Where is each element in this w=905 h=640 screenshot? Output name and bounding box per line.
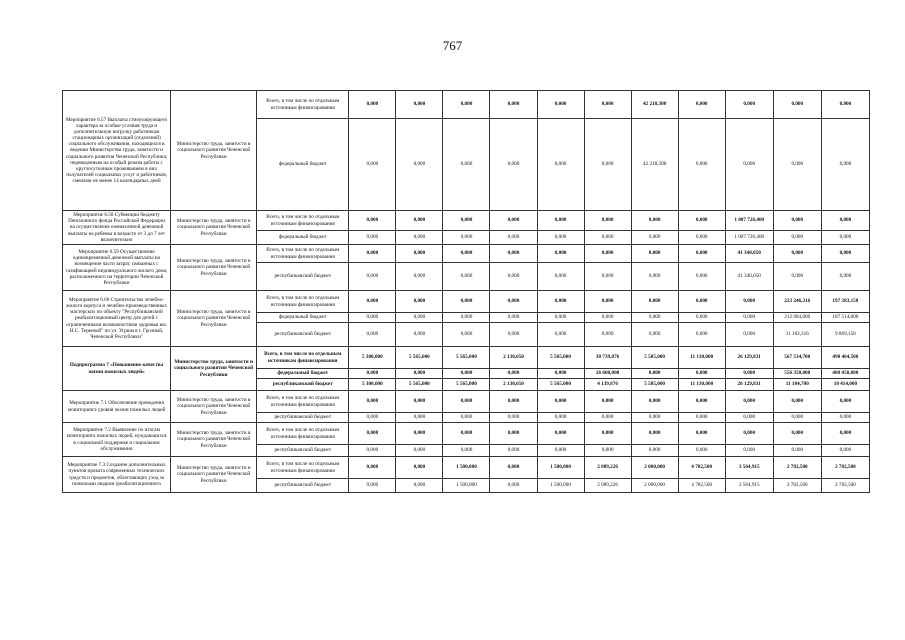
amount-cell: 0,000 bbox=[537, 423, 584, 445]
amount-cell: 0,000 bbox=[725, 291, 773, 313]
table-row bbox=[63, 245, 870, 263]
amount-cell: 2 130,650 bbox=[490, 379, 537, 391]
amount-cell: 1 500,000 bbox=[443, 479, 490, 493]
amount-cell: 2 782,500 bbox=[821, 457, 869, 479]
amount-cell: 0,000 bbox=[773, 91, 821, 119]
amount-cell: 0,000 bbox=[396, 323, 443, 347]
amount-cell: 0,000 bbox=[349, 391, 396, 413]
amount-cell: 0,000 bbox=[678, 323, 725, 347]
amount-cell: 0,000 bbox=[678, 423, 725, 445]
event-name-cell: Мероприятие 7.1 Обеспечение проведения мониторинга уровня жизни пожилых людей bbox=[63, 391, 171, 423]
amount-cell: 42 218,300 bbox=[631, 91, 678, 119]
funding-source-cell: республиканский бюджет bbox=[257, 379, 349, 391]
amount-cell: 556 350,000 bbox=[773, 369, 821, 379]
amount-cell: 11 184,700 bbox=[773, 379, 821, 391]
funding-source-cell: Всего, в том числе по отдельным источникам финансирования bbox=[257, 423, 349, 445]
amount-cell: 41 340,050 bbox=[725, 263, 773, 291]
amount-cell: 0,000 bbox=[490, 291, 537, 313]
event-name-cell: Мероприятие 6.57 Выплаты стимулирующего характера за особые условия труда и дополнительную нагрузку работникам стационарных организаций (отделений) социального обслуживания, находящихся в ведении Министерства труда, занятости и социального развития Чеченской Республики, переведенным на особый режим работы с круглосуточным проживанием в них получателей социальных услуг и работников, сменами не менее 14 календарных дней bbox=[63, 91, 171, 211]
amount-cell: 0,000 bbox=[821, 119, 869, 211]
amount-cell: 0,000 bbox=[725, 119, 773, 211]
amount-cell: 0,000 bbox=[349, 231, 396, 245]
amount-cell: 0,000 bbox=[490, 391, 537, 413]
table-row bbox=[63, 457, 870, 479]
funding-source-cell: Всего, в том числе по отдельным источникам финансирования bbox=[257, 211, 349, 231]
amount-cell: 26 129,831 bbox=[725, 379, 773, 391]
amount-cell: 0,000 bbox=[349, 211, 396, 231]
amount-cell: 0,000 bbox=[443, 413, 490, 423]
event-name-cell: Мероприятие 6.58 Субвенции бюджету Пенсионного фонда Российской Федерации на осуществление ежемесячной денежной выплаты на ребенка в возрасте от 3 до 7 лет включительно bbox=[63, 211, 171, 245]
table-row bbox=[63, 211, 870, 231]
executor-cell: Министерство труда, занятости и социального развития Чеченской Республики bbox=[171, 391, 257, 423]
amount-cell: 0,000 bbox=[821, 445, 869, 457]
amount-cell: 0,000 bbox=[443, 119, 490, 211]
amount-cell: 5 565,000 bbox=[443, 347, 490, 369]
amount-cell: 0,000 bbox=[821, 391, 869, 413]
funding-source-cell: Всего, в том числе по отдельным источникам финансирования bbox=[257, 347, 349, 369]
amount-cell: 0,000 bbox=[443, 323, 490, 347]
amount-cell: 0,000 bbox=[396, 423, 443, 445]
amount-cell: 0,000 bbox=[631, 445, 678, 457]
executor-cell: Министерство труда, занятости и социального развития Чеченской Республики bbox=[171, 423, 257, 457]
amount-cell: 0,000 bbox=[725, 391, 773, 413]
amount-cell: 490 464,500 bbox=[821, 347, 869, 369]
amount-cell: 0,000 bbox=[821, 231, 869, 245]
amount-cell: 5 565,000 bbox=[443, 379, 490, 391]
funding-source-cell: республиканский бюджет bbox=[257, 479, 349, 493]
amount-cell: 0,000 bbox=[490, 445, 537, 457]
amount-cell: 0,000 bbox=[490, 119, 537, 211]
amount-cell: 0,000 bbox=[821, 413, 869, 423]
funding-source-cell: республиканский бюджет bbox=[257, 413, 349, 423]
amount-cell: 0,000 bbox=[396, 391, 443, 413]
amount-cell: 0,000 bbox=[396, 91, 443, 119]
amount-cell: 0,000 bbox=[490, 211, 537, 231]
amount-cell: 0,000 bbox=[349, 323, 396, 347]
amount-cell: 0,000 bbox=[396, 231, 443, 245]
amount-cell: 5 565,000 bbox=[396, 347, 443, 369]
amount-cell: 0,000 bbox=[443, 291, 490, 313]
amount-cell: 0,000 bbox=[821, 245, 869, 263]
amount-cell: 11 130,000 bbox=[678, 347, 725, 369]
amount-cell: 2 130,650 bbox=[490, 347, 537, 369]
amount-cell: 5 565,000 bbox=[396, 379, 443, 391]
amount-cell: 0,000 bbox=[349, 369, 396, 379]
amount-cell: 0,000 bbox=[349, 313, 396, 323]
amount-cell: 0,000 bbox=[631, 413, 678, 423]
amount-cell: 5 505,000 bbox=[631, 379, 678, 391]
amount-cell: 0,000 bbox=[443, 423, 490, 445]
amount-cell: 1 500,000 bbox=[537, 479, 584, 493]
funding-source-cell: Всего, в том числе по отдельным источникам финансирования bbox=[257, 457, 349, 479]
amount-cell: 10 414,000 bbox=[821, 379, 869, 391]
funding-source-cell: Всего, в том числе по отдельным источникам финансирования bbox=[257, 391, 349, 413]
amount-cell: 30 739,876 bbox=[584, 347, 631, 369]
amount-cell: 0,000 bbox=[537, 119, 584, 211]
amount-cell: 0,000 bbox=[631, 369, 678, 379]
amount-cell: 0,000 bbox=[490, 91, 537, 119]
amount-cell: 0,000 bbox=[678, 413, 725, 423]
amount-cell: 0,000 bbox=[678, 391, 725, 413]
amount-cell: 0,000 bbox=[725, 369, 773, 379]
event-name-cell: Мероприятие 6.59 Осуществление единовременной денежной выплаты на возмещение части затрат, связанных с газификацией индивидуального жилого дома, расположенного на территории Чеченской Республики bbox=[63, 245, 171, 291]
amount-cell: 0,000 bbox=[725, 423, 773, 445]
amount-cell: 0,000 bbox=[678, 445, 725, 457]
funding-source-cell: Всего, в том числе по отдельным источникам финансирования bbox=[257, 291, 349, 313]
amount-cell: 0,000 bbox=[584, 323, 631, 347]
amount-cell: 0,000 bbox=[537, 231, 584, 245]
amount-cell: 0,000 bbox=[773, 413, 821, 423]
amount-cell: 2 782,500 bbox=[821, 479, 869, 493]
amount-cell: 0,000 bbox=[349, 91, 396, 119]
amount-cell: 0,000 bbox=[443, 91, 490, 119]
amount-cell: 0,000 bbox=[584, 119, 631, 211]
amount-cell: 1 007 726,400 bbox=[725, 231, 773, 245]
amount-cell: 0,000 bbox=[678, 91, 725, 119]
amount-cell: 0,000 bbox=[490, 457, 537, 479]
amount-cell: 0,000 bbox=[537, 445, 584, 457]
amount-cell: 0,000 bbox=[584, 245, 631, 263]
amount-cell: 41 340,050 bbox=[725, 245, 773, 263]
event-name-cell: Мероприятие 6.60 Строительство лечебно-жилого корпуса и лечебно-производственных мастерских по объекту "Республиканский реабилитационный центр для детей с ограниченными возможностями здоровья им. Н.С. Тереевой" по ул. Угрюм в г. Грозный, Чеченской Республики" bbox=[63, 291, 171, 347]
amount-cell: 0,000 bbox=[821, 211, 869, 231]
amount-cell: 0,000 bbox=[773, 119, 821, 211]
amount-cell: 0,000 bbox=[490, 479, 537, 493]
amount-cell: 0,000 bbox=[443, 391, 490, 413]
amount-cell: 0,000 bbox=[443, 245, 490, 263]
amount-cell: 0,000 bbox=[349, 291, 396, 313]
amount-cell: 0,000 bbox=[584, 423, 631, 445]
amount-cell: 0,000 bbox=[396, 119, 443, 211]
amount-cell: 0,000 bbox=[821, 91, 869, 119]
funding-source-cell: республиканский бюджет bbox=[257, 323, 349, 347]
amount-cell: 0,000 bbox=[396, 313, 443, 323]
amount-cell: 0,000 bbox=[396, 369, 443, 379]
amount-cell: 0,000 bbox=[537, 323, 584, 347]
funding-source-cell: Всего, в том числе по отдельным источникам финансирования bbox=[257, 245, 349, 263]
amount-cell: 0,000 bbox=[678, 211, 725, 231]
funding-source-cell: федеральный бюджет bbox=[257, 119, 349, 211]
amount-cell: 0,000 bbox=[584, 291, 631, 313]
funding-source-cell: республиканский бюджет bbox=[257, 263, 349, 291]
amount-cell: 0,000 bbox=[725, 445, 773, 457]
amount-cell: 0,000 bbox=[349, 423, 396, 445]
amount-cell: 0,000 bbox=[773, 445, 821, 457]
amount-cell: 2 000,000 bbox=[631, 479, 678, 493]
amount-cell: 0,000 bbox=[396, 245, 443, 263]
table-row bbox=[63, 91, 870, 119]
amount-cell: 0,000 bbox=[537, 91, 584, 119]
amount-cell: 0,000 bbox=[349, 245, 396, 263]
amount-cell: 0,000 bbox=[773, 263, 821, 291]
amount-cell: 0,000 bbox=[678, 245, 725, 263]
amount-cell: 0,000 bbox=[443, 369, 490, 379]
amount-cell: 0,000 bbox=[631, 211, 678, 231]
amount-cell: 0,000 bbox=[396, 263, 443, 291]
table-row bbox=[63, 291, 870, 313]
amount-cell: 0,000 bbox=[396, 457, 443, 479]
funding-source-cell: республиканский бюджет bbox=[257, 445, 349, 457]
amount-cell: 3 564,915 bbox=[725, 479, 773, 493]
amount-cell: 0,000 bbox=[584, 313, 631, 323]
amount-cell: 0,000 bbox=[773, 423, 821, 445]
amount-cell: 1 007 726,400 bbox=[725, 211, 773, 231]
amount-cell: 0,000 bbox=[443, 231, 490, 245]
amount-cell: 0,000 bbox=[537, 369, 584, 379]
amount-cell: 0,000 bbox=[773, 211, 821, 231]
amount-cell: 1 500,000 bbox=[537, 457, 584, 479]
amount-cell: 567 534,700 bbox=[773, 347, 821, 369]
amount-cell: 0,000 bbox=[490, 245, 537, 263]
amount-cell: 5 300,000 bbox=[349, 379, 396, 391]
amount-cell: 0,000 bbox=[678, 291, 725, 313]
amount-cell: 0,000 bbox=[349, 119, 396, 211]
amount-cell: 0,000 bbox=[631, 423, 678, 445]
amount-cell: 2 782,500 bbox=[773, 479, 821, 493]
amount-cell: 2 089,226 bbox=[584, 479, 631, 493]
amount-cell: 0,000 bbox=[537, 245, 584, 263]
amount-cell: 4 782,500 bbox=[678, 457, 725, 479]
amount-cell: 0,000 bbox=[678, 119, 725, 211]
amount-cell: 9 869,158 bbox=[821, 323, 869, 347]
amount-cell: 0,000 bbox=[396, 211, 443, 231]
amount-cell: 0,000 bbox=[443, 445, 490, 457]
amount-cell: 0,000 bbox=[537, 313, 584, 323]
amount-cell: 5 505,000 bbox=[631, 347, 678, 369]
amount-cell: 2 089,226 bbox=[584, 457, 631, 479]
amount-cell: 197 383,158 bbox=[821, 291, 869, 313]
table-row bbox=[63, 347, 870, 369]
funding-source-cell: федеральный бюджет bbox=[257, 369, 349, 379]
amount-cell: 4 782,500 bbox=[678, 479, 725, 493]
amount-cell: 0,000 bbox=[631, 245, 678, 263]
event-name-cell: Мероприятие 7.3 Создание дополнительных пунктов проката современных технических средств и предметов, облегчающих уход за пожилыми людьми (реабилитационного bbox=[63, 457, 171, 493]
amount-cell: 0,000 bbox=[584, 263, 631, 291]
amount-cell: 0,000 bbox=[725, 323, 773, 347]
amount-cell: 212 084,000 bbox=[773, 313, 821, 323]
amount-cell: 3 564,915 bbox=[725, 457, 773, 479]
executor-cell: Министерство труда, занятости и социального развития Чеченской Республики bbox=[171, 245, 257, 291]
amount-cell: 0,000 bbox=[584, 445, 631, 457]
amount-cell: 0,000 bbox=[490, 263, 537, 291]
amount-cell: 0,000 bbox=[537, 291, 584, 313]
amount-cell: 0,000 bbox=[490, 313, 537, 323]
amount-cell: 0,000 bbox=[490, 423, 537, 445]
amount-cell: 0,000 bbox=[349, 445, 396, 457]
budget-table bbox=[62, 90, 870, 493]
executor-cell: Министерство труда, занятости и социального развития Чеченской Республики bbox=[171, 211, 257, 245]
executor-cell: Министерство труда, занятости и социального развития Чеченской Республики bbox=[171, 91, 257, 211]
amount-cell: 0,000 bbox=[821, 423, 869, 445]
amount-cell: 5 565,000 bbox=[537, 347, 584, 369]
amount-cell: 0,000 bbox=[725, 413, 773, 423]
event-name-cell: Мероприятие 7.2 Выявление по итогам мониторинга пожилых людей, нуждающихся в социальной поддержке и социальном обслуживании bbox=[63, 423, 171, 457]
amount-cell: 11 162,316 bbox=[773, 323, 821, 347]
amount-cell: 0,000 bbox=[537, 391, 584, 413]
amount-cell: 0,000 bbox=[443, 211, 490, 231]
amount-cell: 0,000 bbox=[631, 391, 678, 413]
amount-cell: 0,000 bbox=[443, 263, 490, 291]
table-row bbox=[63, 391, 870, 413]
amount-cell: 42 218,300 bbox=[631, 119, 678, 211]
amount-cell: 0,000 bbox=[490, 323, 537, 347]
funding-source-cell: федеральный бюджет bbox=[257, 231, 349, 245]
amount-cell: 0,000 bbox=[631, 291, 678, 313]
amount-cell: 0,000 bbox=[396, 291, 443, 313]
amount-cell: 0,000 bbox=[443, 313, 490, 323]
amount-cell: 0,000 bbox=[396, 445, 443, 457]
amount-cell: 0,000 bbox=[773, 391, 821, 413]
amount-cell: 0,000 bbox=[584, 231, 631, 245]
amount-cell: 0,000 bbox=[537, 263, 584, 291]
amount-cell: 0,000 bbox=[537, 413, 584, 423]
amount-cell: 0,000 bbox=[725, 313, 773, 323]
amount-cell: 0,000 bbox=[490, 369, 537, 379]
amount-cell: 0,000 bbox=[678, 369, 725, 379]
amount-cell: 0,000 bbox=[584, 391, 631, 413]
amount-cell: 0,000 bbox=[349, 457, 396, 479]
amount-cell: 26 600,000 bbox=[584, 369, 631, 379]
amount-cell: 5 300,000 bbox=[349, 347, 396, 369]
amount-cell: 5 565,000 bbox=[537, 379, 584, 391]
amount-cell: 0,000 bbox=[584, 211, 631, 231]
amount-cell: 0,000 bbox=[725, 91, 773, 119]
amount-cell: 0,000 bbox=[396, 479, 443, 493]
funding-source-cell: федеральный бюджет bbox=[257, 313, 349, 323]
amount-cell: 0,000 bbox=[631, 231, 678, 245]
amount-cell: 26 129,831 bbox=[725, 347, 773, 369]
amount-cell: 187 514,000 bbox=[821, 313, 869, 323]
amount-cell: 0,000 bbox=[396, 413, 443, 423]
executor-cell: Министерство труда, занятости и социального развития Чеченской Республики bbox=[171, 291, 257, 347]
amount-cell: 0,000 bbox=[584, 413, 631, 423]
amount-cell: 0,000 bbox=[678, 263, 725, 291]
amount-cell: 480 050,000 bbox=[821, 369, 869, 379]
amount-cell: 0,000 bbox=[490, 231, 537, 245]
table-row bbox=[63, 423, 870, 445]
amount-cell: 0,000 bbox=[490, 413, 537, 423]
amount-cell: 0,000 bbox=[584, 91, 631, 119]
funding-source-cell: Всего, в том числе по отдельным источникам финансирования bbox=[257, 91, 349, 119]
amount-cell: 223 246,316 bbox=[773, 291, 821, 313]
amount-cell: 0,000 bbox=[773, 245, 821, 263]
executor-cell: Министерство труда, занятости и социального развития Чеченской Республики bbox=[171, 457, 257, 493]
amount-cell: 2 782,500 bbox=[773, 457, 821, 479]
page-number: 767 bbox=[442, 38, 463, 53]
event-name-cell: Подпрограмма 7 «Повышение качества жизни пожилых людей» bbox=[63, 347, 171, 391]
amount-cell: 0,000 bbox=[773, 231, 821, 245]
amount-cell: 4 139,876 bbox=[584, 379, 631, 391]
amount-cell: 0,000 bbox=[821, 263, 869, 291]
amount-cell: 0,000 bbox=[631, 263, 678, 291]
amount-cell: 0,000 bbox=[678, 231, 725, 245]
amount-cell: 0,000 bbox=[631, 313, 678, 323]
amount-cell: 0,000 bbox=[349, 263, 396, 291]
amount-cell: 0,000 bbox=[349, 479, 396, 493]
amount-cell: 0,000 bbox=[678, 313, 725, 323]
amount-cell: 11 130,000 bbox=[678, 379, 725, 391]
amount-cell: 1 500,000 bbox=[443, 457, 490, 479]
executor-cell: Министерство труда, занятости и социального развития Чеченской Республики bbox=[171, 347, 257, 391]
amount-cell: 2 000,000 bbox=[631, 457, 678, 479]
amount-cell: 0,000 bbox=[631, 323, 678, 347]
amount-cell: 0,000 bbox=[349, 413, 396, 423]
amount-cell: 0,000 bbox=[537, 211, 584, 231]
